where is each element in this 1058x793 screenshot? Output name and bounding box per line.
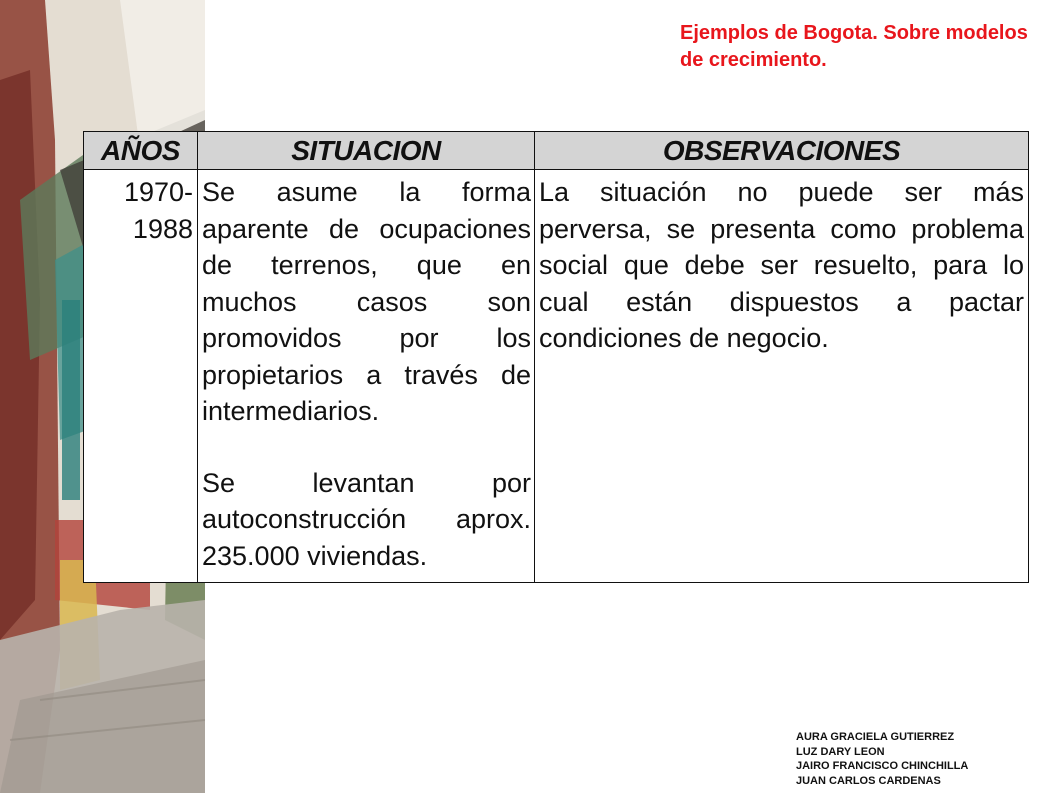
author-name: JAIRO FRANCISCO CHINCHILLA <box>796 760 969 772</box>
situacion-paragraph-2: Se levantan por autoconstrucción aprox. 235.000 viviendas. <box>202 467 531 571</box>
growth-models-table <box>83 131 1029 583</box>
authors-list <box>796 730 968 788</box>
observaciones-text: La situación no puede ser más perversa, se presenta como problema social que debe ser resuelto, para lo cual están dispuestos a pactar condiciones de negocio. <box>539 177 1024 353</box>
years-value: 1970-1988 <box>123 177 193 244</box>
situacion-cell <box>198 170 535 583</box>
slide-title: Ejemplos de Bogota. Sobre modelos de crecimiento. <box>680 22 1028 71</box>
column-header-observaciones: OBSERVACIONES <box>535 132 1029 170</box>
column-header-years: AÑOS <box>84 132 198 170</box>
author-name: LUZ DARY LEON <box>796 745 885 758</box>
author-name: AURA GRACIELA GUTIERREZ <box>796 731 955 743</box>
column-header-situacion: SITUACION <box>198 132 535 170</box>
observaciones-cell <box>535 170 1029 583</box>
years-cell <box>84 170 198 583</box>
author-name: JUAN CARLOS CARDENAS <box>796 774 941 787</box>
table-row <box>84 170 1029 583</box>
situacion-paragraph-1: Se asume la forma aparente de ocupaciones de terrenos, que en muchos casos son promovidos por los propietarios a través de intermediarios. <box>202 177 531 426</box>
table-header-row <box>84 132 1029 170</box>
